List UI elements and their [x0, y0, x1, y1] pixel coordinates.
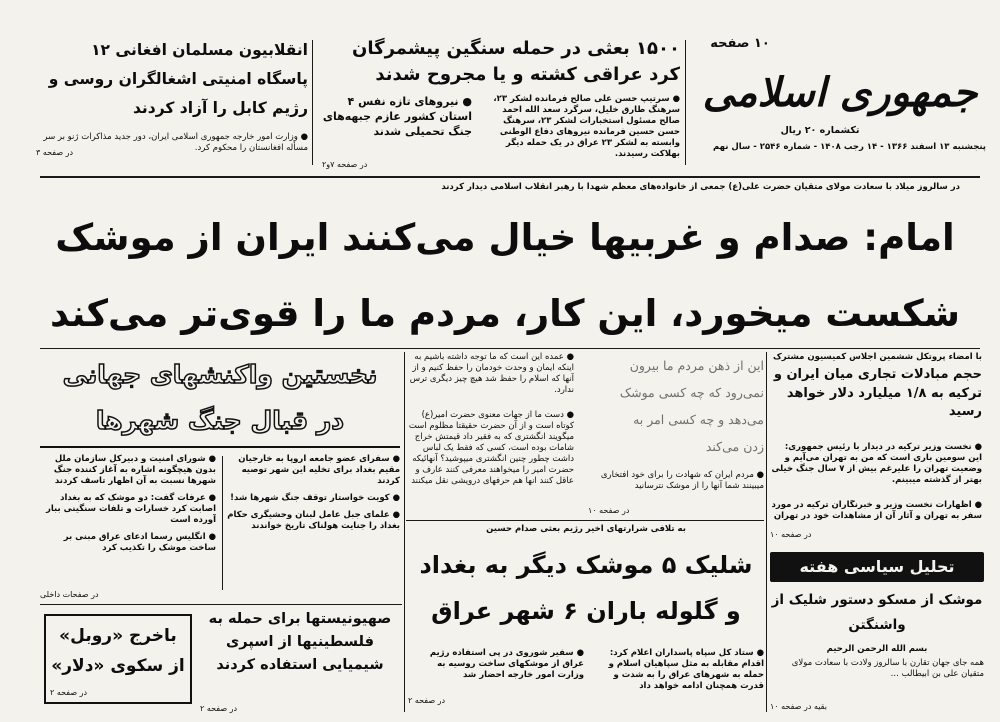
lead-rule [40, 348, 980, 349]
lead-body-para: ● دست ما از جهات معنوی حضرت امیر(ع) کوتاه است و از آن حضرت حقیقتا مظلوم است میگویند انگشتری که به فقیر داد قیمتش خراج شامات بوده است، کسی که فقط یک لباس داشت چطور چنین انگشتری میپوشید؟ آنهائیکه حضرت امیر را میخواهند معرفی کنند عارف و عاقل کنند انها هم حرفهای درویشی نقل میکنند [408, 410, 574, 486]
analysis-banner: تحلیل سیاسی هفته [770, 552, 984, 582]
top-story-kurdish-summary: ● سرتیپ حسن علی صالح فرمانده لشکر ۲۳، سرهنگ طارق خلیل، سرگرد سعد الله احمد صالح مسئول استخبارات لشکر ۲۳، سرهنگ حسن حسین فرمانده نیروهای دفاع الوطنی وابسته به لشکر ۲۳ عراق در یک حمله دیگر بهلاکت رسیدند. [493, 94, 680, 159]
analysis-body: همه جای جهان تقارن با سالروز ولادت با سعادت مولای متقیان علی بن ابیطالب ... [791, 658, 984, 679]
page-count: ۱۰ صفحه [710, 36, 770, 51]
lead-headline-1: امام: صدام و غربیها خیال می‌کنند ایران از موشک [55, 216, 955, 259]
lead-body [408, 352, 764, 518]
lead-quote-line: نمی‌رود که چه کسی موشک [619, 385, 764, 400]
missile-headline-2: و گلوله باران ۶ شهر عراق [431, 597, 741, 625]
zionist-story [200, 608, 400, 714]
list-item: ● شورای امنیت و دبیرکل سازمان ملل بدون هیچگونه اشاره به آغاز کننده جنگ شهرها نسبت به آن اظهار تاسف کردند [53, 454, 216, 486]
top-story-kurdish-headline-1: ۱۵۰۰ بعثی در حمله سنگین پیشمرگان [351, 38, 680, 59]
world-reactions-story [40, 352, 400, 602]
missile-col-2: ● سفیر شوروی در پی استفاده رژیم عراق از موشکهای ساخت روسیه به وزارت امور خارجه احضار شد [429, 648, 584, 680]
see-on-page-note: بقیه در صفحه ۱۰ [770, 702, 827, 711]
political-analysis [770, 548, 984, 716]
analysis-headline: موشک از مسکو دستور شلیک از واشنگتن [771, 592, 983, 633]
world-reactions-headline-box [40, 352, 400, 448]
trade-kicker: با امضاء پروتکل ششمین اجلاس کمیسیون مشترک [773, 352, 982, 362]
trade-headline: حجم مبادلات تجاری میان ایران و ترکیه به ۱/۸ میلیارد دلار خواهد رسید [773, 367, 982, 419]
trade-body-2: ● اظهارات نخست وزیر و خبرنگاران ترکیه در مورد سفر به تهران و آثار آن از مشاهدات خود در تهران [771, 500, 982, 521]
price: تکشماره ۲۰ ریال [780, 125, 860, 136]
list-item: ● کویت خواستار توقف جنگ شهرها شد! [230, 493, 400, 503]
missile-story [408, 524, 764, 714]
masthead [690, 30, 990, 170]
missile-kicker: به تلافی شرارتهای اخیر رژیم بعثی صدام حسین [486, 524, 686, 534]
see-on-page-note: در صفحه ۳ [36, 148, 74, 157]
lead-quote-line: این از ذهن مردم ما بیرون [629, 358, 764, 373]
mid-rule-left [40, 604, 402, 605]
zionist-headline: صهیونیستها برای حمله به فلسطینیها از اسپری شیمیایی استفاده کردند [208, 611, 392, 673]
newspaper-title: جمهوری اسلامی [702, 69, 978, 116]
missile-headline-1: شلیک ۵ موشک دیگر به بغداد [419, 551, 753, 579]
world-reactions-left-list [40, 454, 216, 594]
lead-quote-line: می‌دهد و چه کسی امر به [633, 412, 764, 427]
ruble-dollar-box [44, 614, 192, 704]
analysis-bismillah: بسم الله الرحمن الرحیم [826, 644, 928, 654]
top-story-kurdish [318, 36, 680, 171]
see-on-page-note: در صفحات داخلی [40, 590, 99, 599]
trade-story [770, 352, 982, 542]
top-story-afghan-summary: ● وزارت امور خارجه جمهوری اسلامی ایران، دور جدید مذاکرات ژنو بر سر مسأله افغانستان را محکوم کرد. [43, 132, 308, 153]
see-on-page-note: در صفحه ۱۰ [770, 530, 812, 539]
top-story-kurdish-headline-2: کرد عراقی کشته و یا مجروح شدند [375, 64, 680, 85]
world-reactions-headline: نخستین واکنشهای جهانی در قبال جنگ شهرها [62, 360, 378, 435]
lead-kicker: در سالروز میلاد با سعادت مولای متقیان حضرت علی(ع) جمعی از خانواده‌های معظم شهدا با رهبر انقلاب اسلامی دیدار کردند [441, 182, 960, 192]
top-divider [312, 40, 313, 165]
see-on-page-note: در صفحه ۲ [408, 696, 446, 705]
lead-body-para: ● عمده این است که ما توجه داشته باشیم به اینکه ایمان و وحدت خودمان را حفظ کنیم و از آنها که اسلام را حفظ شد هیچ چیز دیگری ترس ندارد. [409, 352, 574, 395]
list-item: ● سفرای عضو جامعه اروپا به خارجیان مقیم بغداد برای تخلیه این شهر توصیه کردند [238, 454, 400, 486]
col-divider-right [766, 352, 767, 712]
list-item: ● علمای جبل عامل لبنان وحشیگری حکام بغداد را جنایت هولناک تاریخ خواندند [227, 510, 400, 531]
lead-headline-2: شکست میخورد، این کار، مردم ما را قوی‌تر می‌کند [49, 292, 961, 335]
see-on-page-note: در صفحه ۲ [50, 688, 88, 697]
see-on-page-note: در صفحه ۷و۲ [322, 160, 368, 169]
ruble-line-1: باخرج «روبل» [59, 626, 177, 646]
missile-col-1: ● ستاد کل سپاه پاسداران اعلام کرد: اقدام مقابله به مثل سپاهیان اسلام و حمله به شهرهای عراق را به شدت و قدرت همچنان ادامه خواهد داد [608, 648, 764, 691]
masthead-divider [685, 40, 686, 165]
top-story-afghan [36, 36, 308, 171]
see-on-page-note: در صفحه ۱۰ [588, 506, 630, 515]
dateline: پنجشنبه ۱۳ اسفند ۱۳۶۶ - ۱۴ رجب ۱۴۰۸ - شماره ۲۵۴۶ - سال نهم [712, 142, 986, 152]
lead-quote-line: زدن می‌کند [705, 439, 764, 454]
col-divider-mid [404, 352, 405, 712]
ruble-line-2: از سکوی «دلار» [51, 656, 185, 676]
list-item: ● عرفات گفت: دو موشک که به بغداد اصابت کرد خسارات و تلفات سنگینی ببار آورده است [45, 493, 216, 525]
trade-body: ● نخست وزیر ترکیه در دیدار با رئیس جمهوری: این سومین باری است که من به تهران می‌آیم و وضعیت تهران را علیرغم بیش از ۷ سال جنگ خیلی بهتر از گذشته میبینم. [771, 442, 982, 485]
top-story-afghan-headline: انقلابیون مسلمان افغانی ۱۲ پاسگاه امنیتی اشغالگران روسی و رژیم کابل را آزاد کردند [48, 41, 308, 117]
world-reactions-divider [222, 456, 223, 590]
top-strip-rule [40, 176, 980, 178]
see-on-page-note: در صفحه ۲ [200, 704, 238, 713]
lead-body-para: ● مردم ایران که شهادت را برای خود افتخاری میبینند شما آنها را از موشک نترسانید [600, 470, 764, 491]
mid-rule-center [406, 520, 764, 521]
world-reactions-right-list [226, 454, 400, 594]
list-item: ● انگلیس رسما ادعای عراق مبنی بر ساخت موشک را تکذیب کرد [63, 532, 216, 553]
top-story-kurdish-subhead: ● نیروهای تازه نفس ۴ استان کشور عازم جبهه‌های جنگ تحمیلی شدند [322, 95, 472, 138]
